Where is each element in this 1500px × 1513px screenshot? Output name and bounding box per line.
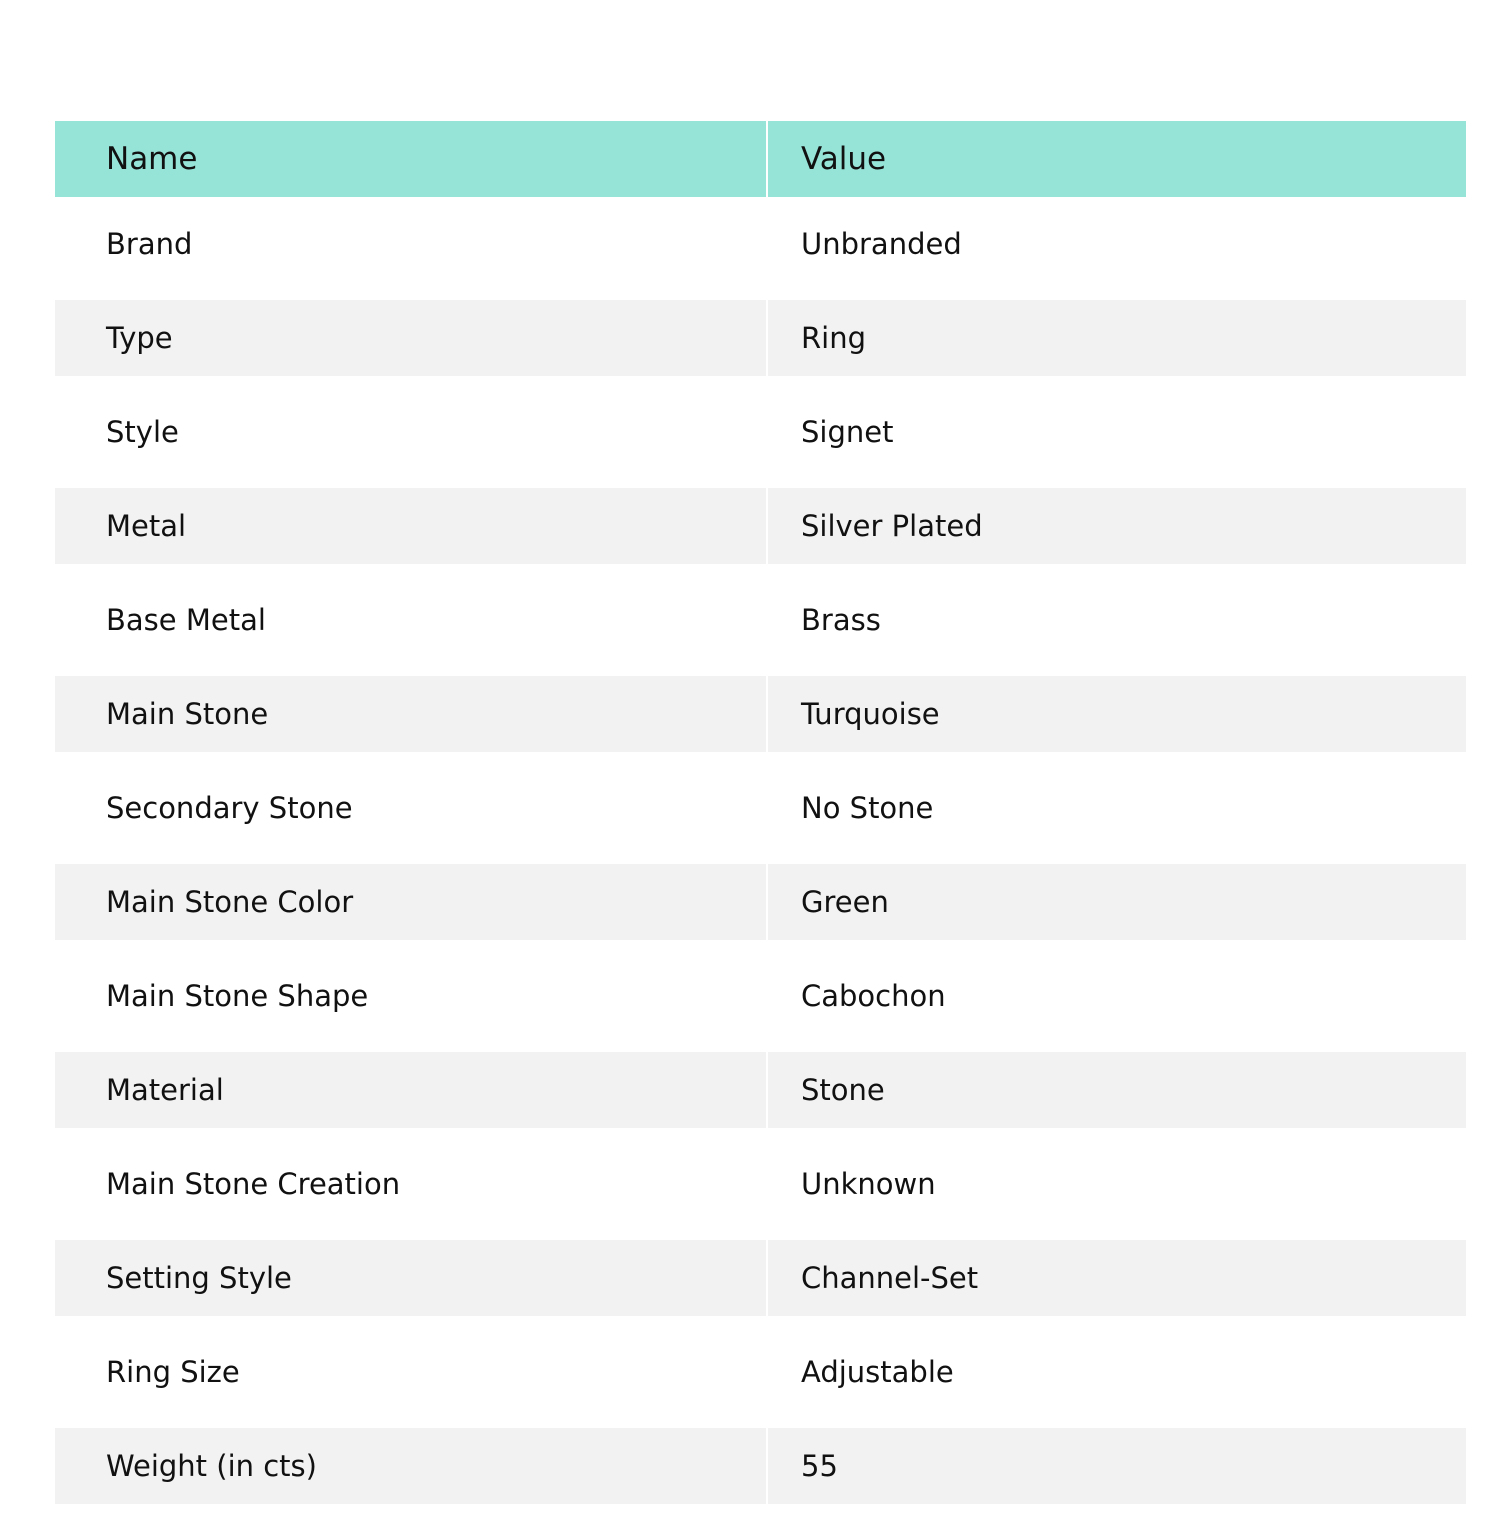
table-row <box>55 949 1466 1043</box>
row-name-cell: Secondary Stone <box>106 791 353 825</box>
row-value-cell: Cabochon <box>801 979 946 1013</box>
row-name-cell: Main Stone Shape <box>106 979 369 1013</box>
row-name-cell: Main Stone Color <box>55 864 766 940</box>
row-value-cell: 55 <box>768 1428 1466 1504</box>
row-value-cell: Adjustable <box>801 1355 954 1389</box>
table-row <box>55 573 1466 667</box>
table-header-row <box>55 121 1466 197</box>
table-body <box>55 197 1466 1504</box>
row-name-cell: Metal <box>55 488 766 564</box>
row-value-cell: Unbranded <box>801 227 962 261</box>
spec-table <box>55 121 1466 1513</box>
table-row <box>55 1137 1466 1231</box>
table-row <box>55 385 1466 479</box>
header-value-cell: Value <box>768 121 1466 197</box>
row-name-cell: Weight (in cts) <box>55 1428 766 1504</box>
row-name-cell: Brand <box>106 227 193 261</box>
row-value-cell: Channel-Set <box>768 1240 1466 1316</box>
row-name-cell: Material <box>55 1052 766 1128</box>
table-row <box>55 676 1466 752</box>
row-value-cell: No Stone <box>801 791 934 825</box>
row-value-cell: Green <box>768 864 1466 940</box>
row-value-cell: Ring <box>768 300 1466 376</box>
row-name-cell: Base Metal <box>106 603 266 637</box>
row-name-cell: Ring Size <box>106 1355 240 1389</box>
table-row <box>55 761 1466 855</box>
row-value-cell: Brass <box>801 603 881 637</box>
row-name-cell: Main Stone <box>55 676 766 752</box>
header-name-cell: Name <box>55 121 766 197</box>
row-name-cell: Style <box>106 415 179 449</box>
table-row <box>55 1052 1466 1128</box>
table-row <box>55 1428 1466 1504</box>
table-row <box>55 864 1466 940</box>
row-value-cell: Unknown <box>801 1167 936 1201</box>
row-value-cell: Stone <box>768 1052 1466 1128</box>
table-row <box>55 488 1466 564</box>
table-row <box>55 197 1466 291</box>
table-row <box>55 1240 1466 1316</box>
row-value-cell: Signet <box>801 415 894 449</box>
row-value-cell: Silver Plated <box>768 488 1466 564</box>
row-name-cell: Main Stone Creation <box>106 1167 401 1201</box>
table-row <box>55 300 1466 376</box>
table-row <box>55 1325 1466 1419</box>
row-name-cell: Type <box>55 300 766 376</box>
row-name-cell: Setting Style <box>55 1240 766 1316</box>
row-value-cell: Turquoise <box>768 676 1466 752</box>
